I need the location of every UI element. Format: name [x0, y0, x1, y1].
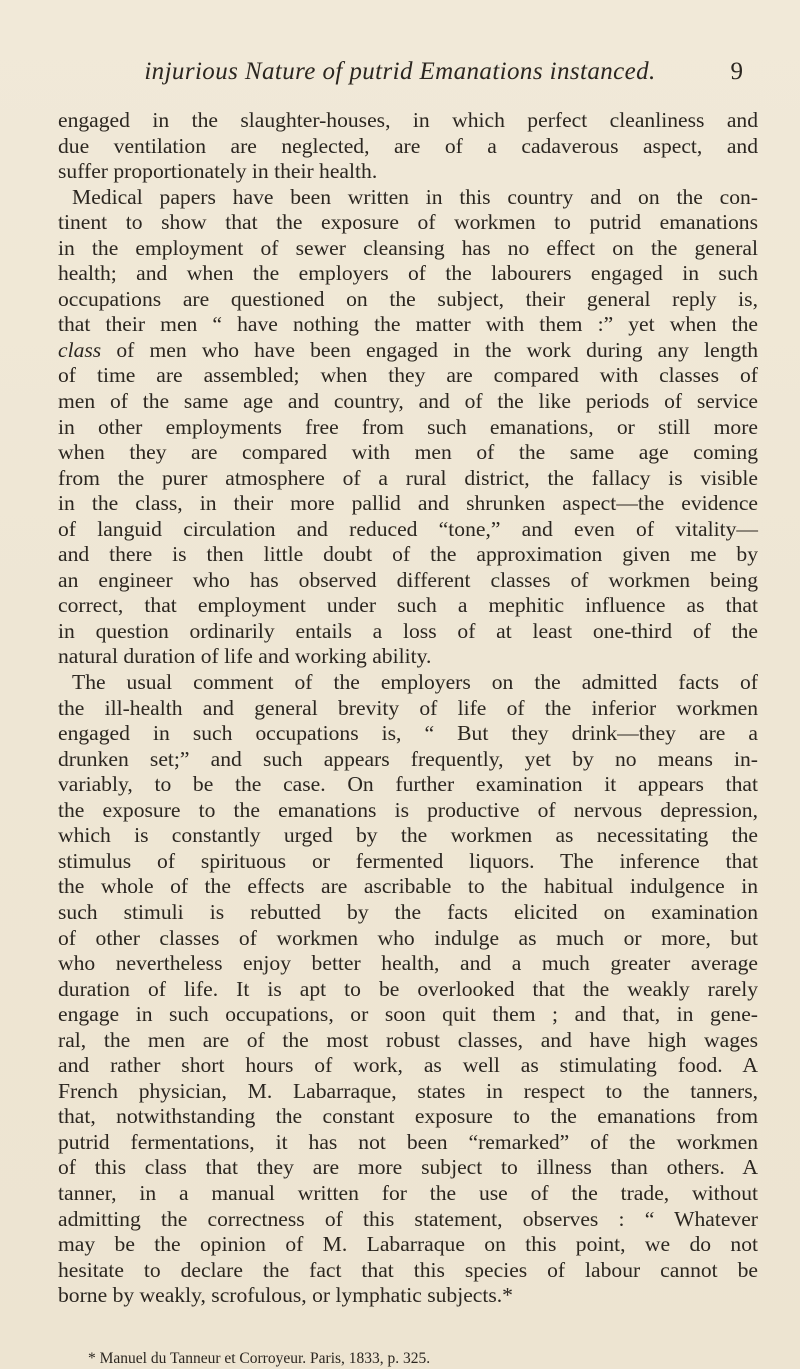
text-line: and there is then little doubt of the approximation given me by [58, 542, 758, 567]
text-line: natural duration of life and working ability. [58, 644, 432, 669]
page-number: 9 [730, 58, 743, 85]
text-line: in other employments free from such emanations, or still more [58, 414, 758, 439]
text-line: occupations are questioned on the subject, their general reply is, [58, 286, 758, 311]
text-line: engaged in the slaughter-houses, in which perfect cleanliness and [58, 108, 758, 132]
text-line: health; and when the employers of the labourers engaged in such [58, 261, 758, 286]
text-line: in the class, in their more pallid and shrunken aspect—the evidence [58, 491, 758, 516]
text-line: stimulus of spirituous or fermented liquors. The inference that [58, 848, 758, 873]
text-line: when they are compared with men of the same age coming [58, 440, 758, 465]
text-line: the whole of the effects are ascribable to the habitual indulgence in [58, 874, 758, 899]
text-line: and rather short hours of work, as well as stimulating food. A [58, 1053, 758, 1078]
text-line: that their men “ have nothing the matter with them :” yet when the [58, 312, 758, 337]
text-line: the ill-health and general brevity of life of the inferior workmen [58, 695, 758, 720]
text-line: hesitate to declare the fact that this species of labour cannot be [58, 1257, 758, 1282]
text-line: engage in such occupations, or soon quit them ; and that, in gene- [58, 1002, 758, 1027]
text-line: an engineer who has observed different classes of workmen being [58, 567, 758, 592]
text-line: of time are assembled; when they are compared with classes of [58, 363, 758, 388]
footnote: * Manuel du Tanneur et Corroyeur. Paris, 1833, p. 325. [88, 1350, 431, 1367]
text-line: engaged in such occupations is, “ But they drink—they are a [58, 721, 758, 746]
running-head [0, 58, 800, 90]
text-line: tinent to show that the exposure of workmen to putrid emanations [58, 210, 758, 235]
text-line: from the purer atmosphere of a rural district, the fallacy is visible [58, 465, 758, 490]
text-line: such stimuli is rebutted by the facts elicited on examination [58, 899, 758, 924]
emphasis-word: class [58, 337, 102, 362]
body-text [58, 108, 758, 1309]
text-line: suffer proportionately in their health. [58, 159, 378, 184]
text-line: Medical papers have been written in this country and on the con- [72, 184, 758, 209]
text-line: in question ordinarily entails a loss of at least one-third of the [58, 618, 758, 643]
text-line: admitting the correctness of this statement, observes : “ Whatever [58, 1206, 758, 1231]
text-line: of languid circulation and reduced “tone,” and even of vitality— [58, 516, 758, 541]
text-line: which is constantly urged by the workmen as necessitating the [58, 823, 758, 848]
text-line: may be the opinion of M. Labarraque on this point, we do not [58, 1232, 758, 1257]
text-line: duration of life. It is apt to be overlooked that the weakly rarely [58, 976, 758, 1001]
text-line: tanner, in a manual written for the use of the trade, without [58, 1180, 758, 1205]
text-line: correct, that employment under such a mephitic influence as that [58, 593, 758, 618]
text-line: of this class that they are more subject to illness than others. A [58, 1155, 758, 1180]
text-line: that, notwithstanding the constant exposure to the emanations from [58, 1104, 758, 1129]
text-line: ral, the men are of the most robust classes, and have high wages [58, 1027, 758, 1052]
text-line: in the employment of sewer cleansing has no effect on the general [58, 235, 758, 260]
text-line: French physician, M. Labarraque, states in respect to the tanners, [58, 1078, 758, 1103]
text-line: The usual comment of the employers on the admitted facts of [72, 670, 758, 695]
text-line: the exposure to the emanations is productive of nervous depression, [58, 797, 758, 822]
text-line: of other classes of workmen who indulge as much or more, but [58, 925, 758, 950]
text-line: due ventilation are neglected, are of a cadaverous aspect, and [58, 133, 758, 158]
text-line: putrid fermentations, it has not been “remarked” of the workmen [58, 1129, 758, 1154]
text-line: class of men who have been engaged in the work during any length [58, 337, 758, 362]
text-line: borne by weakly, scrofulous, or lymphatic subjects.* [58, 1283, 513, 1308]
text-line: variably, to be the case. On further examination it appears that [58, 772, 758, 797]
text-line: men of the same age and country, and of the like periods of service [58, 389, 758, 414]
text-line: who nevertheless enjoy better health, and a much greater average [58, 951, 758, 976]
text-line: drunken set;” and such appears frequently, yet by no means in- [58, 746, 758, 771]
running-title: injurious Nature of putrid Emanations instanced. [144, 58, 656, 85]
